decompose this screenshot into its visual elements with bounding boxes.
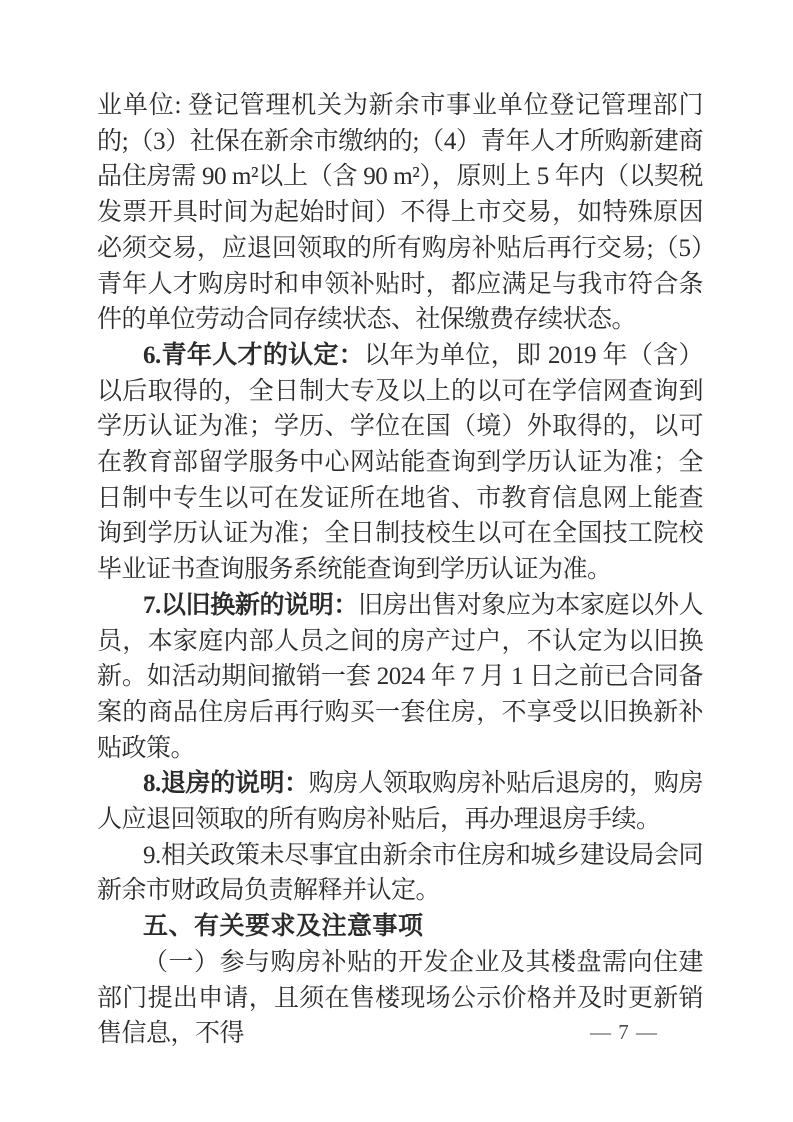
paragraph-text: 以年为单位，即 2019 年（含）以后取得的，全日制大专及以上的以可在学信网查询到学历认证为准；学历、学位在国（境）外取得的，以可在教育部留学服务中心网站能查询到学历认证为准；全日制中专生以可在发证所在地省、市教育信息网上能查询到学历认证为准；全日制技校生以可在全国技工院校毕业证书查询服务系统能查询到学历认证为准。: [97, 341, 703, 584]
paragraph-text: 业单位: 登记管理机关为新余市事业单位登记管理部门的;（3）社保在新余市缴纳的;（4）青年人才所购新建商品住房需 90 m²以上（含 90 m²），原则上 5 年内（以契税发票开具时间为起始时间）不得上市交易，如特殊原因必须交易，应退回领取的所有购房补贴后再行交易;（5）青年人才购房时和申领补贴时，都应满足与我市符合条件的单位劳动合同存续状态、社保缴费存续状态。: [97, 92, 703, 334]
paragraph-item-8: [97, 766, 703, 837]
paragraph-item-9: [97, 838, 703, 909]
section-heading-6: 6.青年人才的认定：: [143, 341, 365, 369]
section-heading-8: 8.退房的说明：: [143, 770, 309, 798]
page-number: — 7 —: [590, 1020, 658, 1044]
paragraph-text: 购房人领取购房补贴后退房的，购房人应退回领取的所有购房补贴后，再办理退房手续。: [97, 770, 703, 834]
section-heading-5: [97, 909, 703, 945]
section-heading-7: 7.以旧换新的说明：: [143, 591, 359, 619]
paragraph-text: （一）参与购房补贴的开发企业及其楼盘需向住建部门提出申请，且须在售楼现场公示价格并及时更新销售信息，不得: [97, 948, 703, 1048]
paragraph-continuation: [97, 88, 703, 338]
paragraph-text: 9.相关政策未尽事宜由新余市住房和城乡建设局会同新余市财政局负责解释并认定。: [97, 841, 703, 905]
paragraph-item-6: [97, 338, 703, 588]
paragraph-item-7: [97, 588, 703, 767]
section-heading-text: 五、有关要求及注意事项: [143, 913, 424, 941]
paragraph-text: 旧房出售对象应为本家庭以外人员，本家庭内部人员之间的房产过户，不认定为以旧换新。如活动期间撤销一套 2024 年 7 月 1 日之前已合同备案的商品住房后再行购买一套住房，不享受以旧换新补贴政策。: [97, 591, 703, 762]
document-body: [97, 88, 703, 1052]
